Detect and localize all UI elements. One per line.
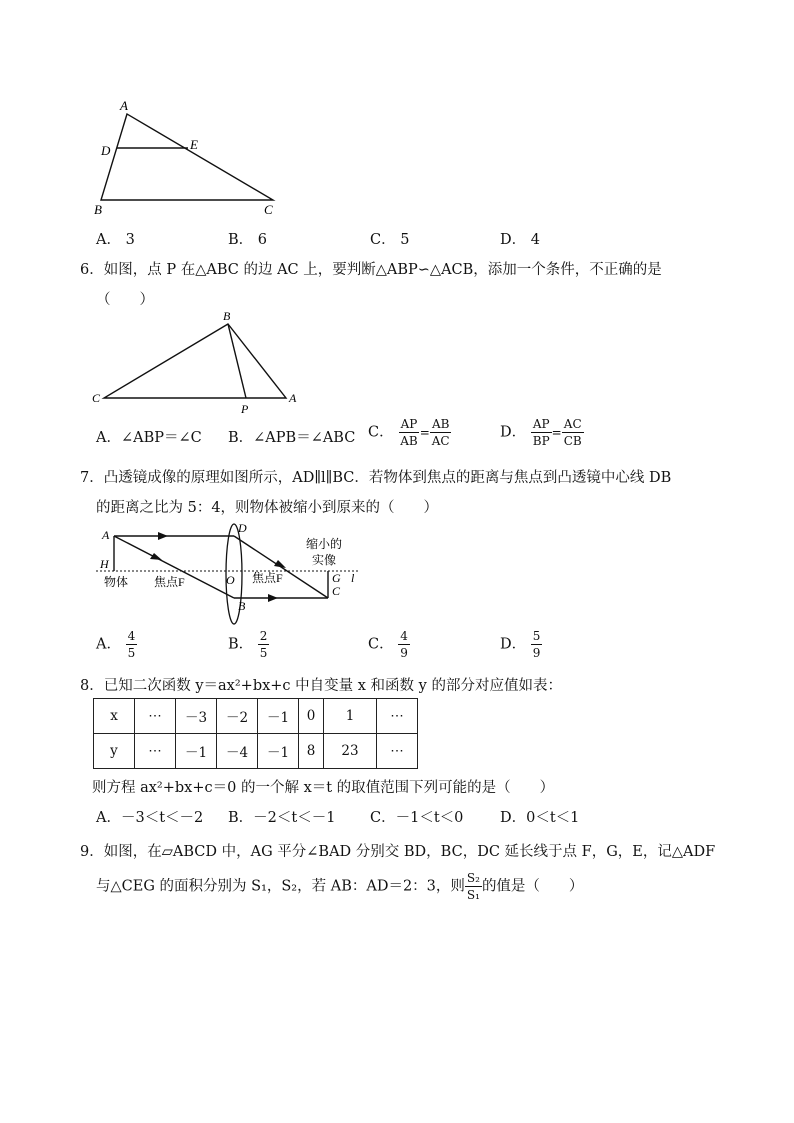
table-cell: 8 — [299, 734, 324, 769]
q6-option-c[interactable] — [368, 418, 452, 447]
fraction — [465, 872, 482, 901]
denominator: 9 — [400, 646, 408, 660]
q7-option-d[interactable] — [500, 630, 542, 659]
numerator: AP — [400, 417, 418, 431]
q7-label-c: C — [332, 584, 341, 598]
q7-label-image2: 实像 — [312, 553, 337, 567]
q8-stem — [80, 674, 562, 695]
numerator: 4 — [127, 629, 136, 643]
q7-lens-figure — [96, 518, 366, 626]
option-letter: B． — [228, 232, 254, 248]
denominator: BP — [532, 434, 550, 448]
q9-stem-line2 — [96, 872, 583, 901]
q7-label-image1: 缩小的 — [306, 537, 343, 551]
table-cell: －1 — [258, 734, 299, 769]
table-cell: 0 — [299, 699, 324, 734]
q7-label-l: l — [351, 571, 355, 585]
q5-label-e: E — [190, 137, 198, 152]
fraction — [398, 418, 419, 447]
q5-figure — [88, 94, 288, 220]
table-row — [94, 699, 418, 734]
q7-label-b: B — [238, 599, 246, 613]
option-letter: A． — [96, 232, 121, 248]
table-cell: ⋯ — [377, 699, 418, 734]
option-letter: C． — [368, 636, 394, 653]
q8-value-table — [93, 698, 418, 769]
q7-stem-line2: 的距离之比为 5：4，则物体被缩小到原来的（ ） — [96, 500, 439, 516]
numerator: AP — [532, 417, 550, 431]
q5-option-c[interactable] — [370, 228, 409, 249]
table-cell: ⋯ — [135, 699, 176, 734]
q6-label-c: C — [92, 391, 101, 405]
table-cell: ⋯ — [377, 734, 418, 769]
q5-option-d[interactable] — [500, 228, 540, 249]
numerator: 2 — [259, 629, 268, 643]
question-text: 如图，在▱ABCD 中，AG 平分∠BAD 分别交 BD，BC，DC 延长线于点 F，G，E，记△ADF — [103, 844, 716, 860]
q7-label-h: H — [100, 557, 109, 571]
q5-option-b[interactable] — [228, 228, 267, 249]
denominator: CB — [563, 434, 582, 448]
q5-label-a: A — [120, 98, 128, 113]
q8-option-a[interactable]: A．－3＜t＜－2 — [96, 810, 204, 826]
option-letter: B． — [228, 636, 254, 653]
question-text: 已知二次函数 y＝ax²+bx+c 中自变量 x 和函数 y 的部分对应值如表： — [103, 678, 562, 694]
q7-label-focus-left: 焦点F — [154, 575, 185, 589]
equals-sign: = — [419, 425, 430, 440]
numerator: AC — [563, 417, 582, 431]
numerator: 4 — [400, 629, 408, 643]
denominator: AC — [431, 434, 450, 448]
numerator: S₂ — [466, 871, 480, 885]
question-text: 如图，点 P 在△ABC 的边 AC 上，要判断△ABP∽△ACB，添加一个条件，不正确的是 — [103, 262, 662, 278]
table-cell: x — [94, 699, 135, 734]
fraction — [258, 630, 270, 659]
option-letter: A． — [96, 636, 121, 653]
q7-label-d: D — [238, 521, 247, 535]
denominator: S₁ — [466, 888, 480, 902]
denominator: 5 — [259, 646, 268, 660]
q5-label-b: B — [94, 202, 102, 217]
table-cell: ⋯ — [135, 734, 176, 769]
option-letter: C． — [368, 424, 394, 441]
question-text: 与△CEG 的面积分别为 S₁，S₂，若 AB：AD＝2：3，则 — [96, 878, 465, 895]
q5-option-a[interactable] — [96, 228, 135, 249]
q7-option-c[interactable] — [368, 630, 410, 659]
question-number: 9． — [80, 844, 104, 860]
table-cell: y — [94, 734, 135, 769]
q7-label-focus-right: 焦点F — [252, 571, 283, 585]
fraction — [398, 630, 410, 659]
fraction — [531, 418, 552, 447]
q6-label-p: P — [241, 402, 249, 416]
fraction — [126, 630, 138, 659]
fraction — [562, 418, 584, 447]
q6-option-d[interactable] — [500, 418, 584, 447]
option-letter: C． — [370, 232, 396, 248]
q6-option-b[interactable]: B．∠APB＝∠ABC — [228, 430, 356, 446]
q8-option-d[interactable]: D．0＜t＜1 — [500, 810, 580, 826]
q9-stem-line1 — [80, 840, 715, 861]
equals-sign: = — [551, 425, 562, 440]
q6-option-a[interactable]: A．∠ABP＝∠C — [96, 430, 202, 446]
q5-label-c: C — [264, 202, 273, 217]
option-text: 6 — [257, 232, 267, 248]
q8-question: 则方程 ax²+bx+c＝0 的一个解 x＝t 的取值范围下列可能的是（ ） — [92, 780, 555, 796]
q7-label-g: G — [332, 571, 341, 585]
question-number: 7． — [80, 470, 104, 486]
option-letter: D． — [500, 424, 527, 441]
q8-option-b[interactable]: B．－2＜t＜－1 — [228, 810, 336, 826]
question-text: 凸透镜成像的原理如图所示，AD∥l∥BC．若物体到焦点的距离与焦点到凸透镜中心线 DB — [103, 470, 672, 486]
fraction — [531, 630, 543, 659]
denominator: 5 — [127, 646, 136, 660]
q6-figure — [88, 310, 308, 420]
q6-label-b: B — [223, 310, 231, 323]
table-cell: 1 — [324, 699, 377, 734]
numerator: 5 — [532, 629, 541, 643]
question-number: 8． — [80, 678, 104, 694]
q7-label-a: A — [102, 528, 110, 542]
table-cell: －1 — [176, 734, 217, 769]
q6-stem — [80, 258, 662, 279]
table-cell: 23 — [324, 734, 377, 769]
fraction — [430, 418, 452, 447]
q7-label-object: 物体 — [104, 575, 129, 589]
q5-label-d: D — [101, 143, 111, 158]
table-cell: －4 — [217, 734, 258, 769]
option-letter: D． — [500, 636, 527, 653]
q7-option-b[interactable] — [228, 630, 269, 659]
denominator: 9 — [532, 646, 541, 660]
option-text: 5 — [400, 232, 410, 248]
q7-stem-line1 — [80, 466, 671, 487]
option-letter: D． — [500, 232, 527, 248]
question-number: 6． — [80, 262, 104, 278]
q6-bracket: （ ） — [96, 292, 154, 308]
numerator: AB — [431, 417, 450, 431]
q8-option-c[interactable]: C．－1＜t＜0 — [370, 810, 464, 826]
question-text: 的值是（ ） — [481, 878, 584, 895]
table-cell: －2 — [217, 699, 258, 734]
table-cell: －1 — [258, 699, 299, 734]
table-cell: －3 — [176, 699, 217, 734]
option-text: 4 — [530, 232, 540, 248]
denominator: AB — [400, 434, 418, 448]
table-row — [94, 734, 418, 769]
option-text: 3 — [125, 232, 135, 248]
q6-label-a: A — [289, 391, 297, 405]
q7-option-a[interactable] — [96, 630, 137, 659]
q7-label-o: O — [226, 573, 235, 587]
